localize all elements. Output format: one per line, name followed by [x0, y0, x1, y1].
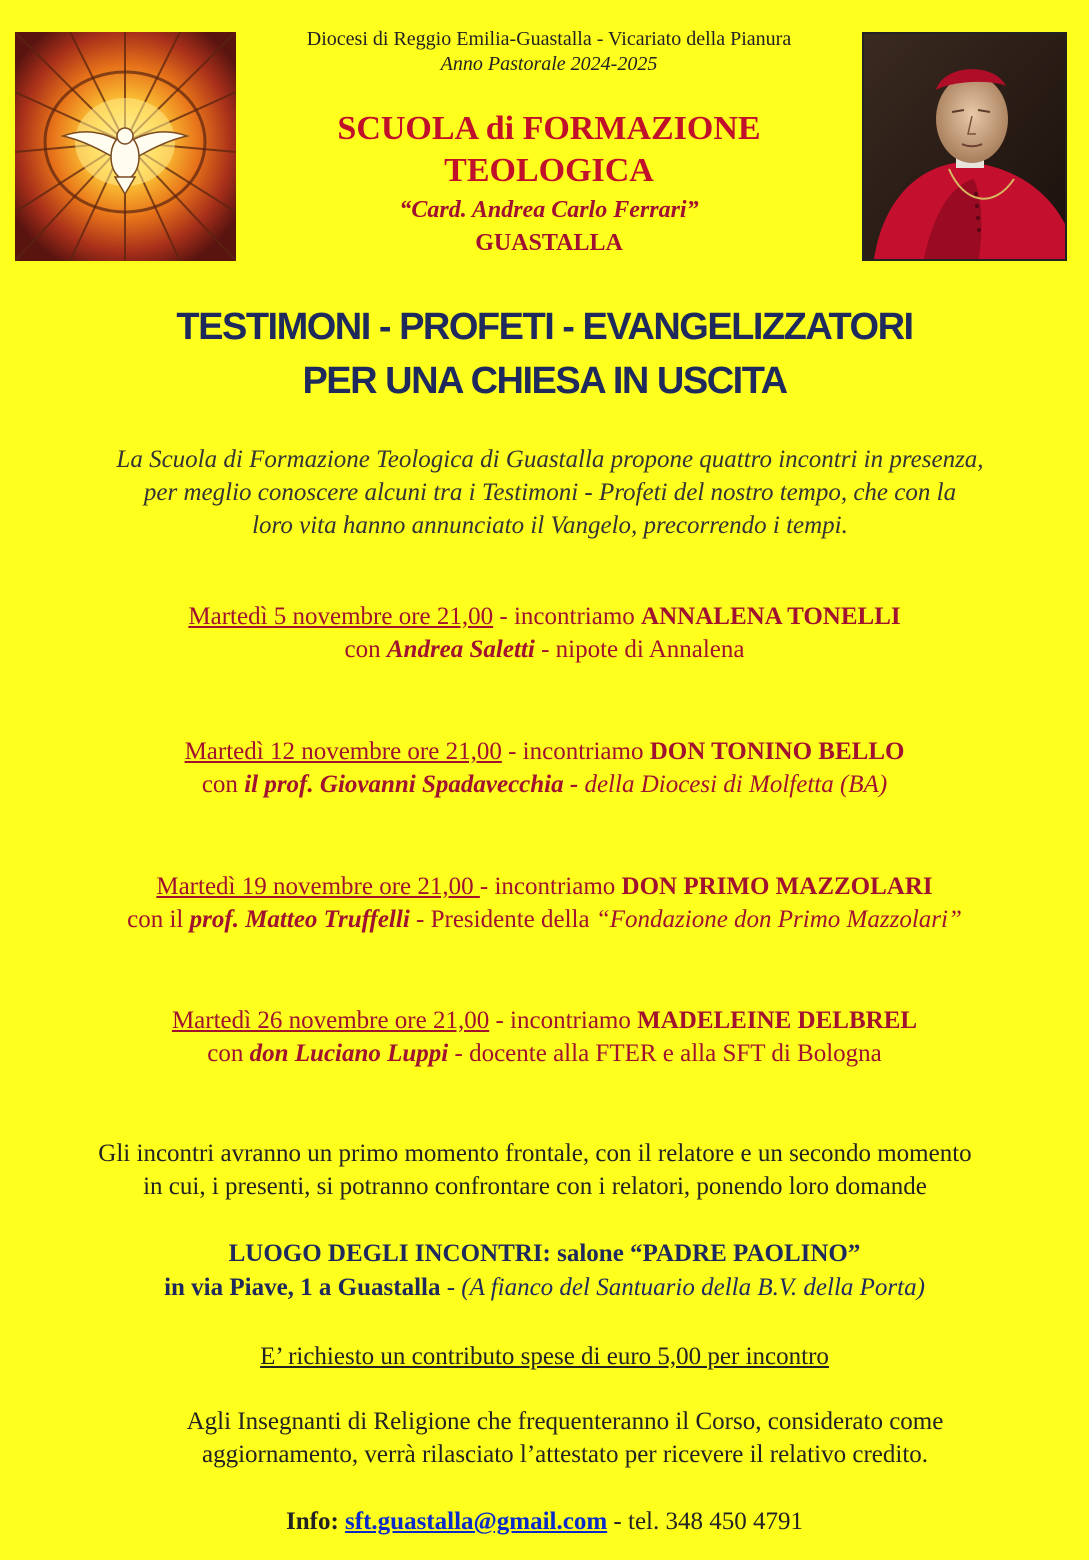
event-item [0, 870, 1089, 936]
teachers-note-line2: aggiornamento, verrà rilasciato l’attestato per ricevere il relativo credito. [201, 1441, 929, 1468]
venue-landmark: (A fianco del Santuario della B.V. della Porta) [461, 1274, 925, 1301]
format-note-line2: in cui, i presenti, si potranno confrontare con i relatori, ponendo loro domande [143, 1173, 927, 1200]
event-item [0, 600, 1089, 666]
intro-paragraph [40, 443, 1060, 542]
intro-line1: La Scuola di Formazione Teologica di Guastalla propone quattro incontri in presenza, [116, 446, 984, 473]
cardinal-name: “Card. Andrea Carlo Ferrari” [399, 197, 699, 223]
event-date: Martedì 19 novembre ore 21,00 [156, 873, 480, 900]
event-witness: ANNALENA TONELLI [641, 603, 901, 630]
headline-line1: TESTIMONI - PROFETI - EVANGELIZZATORI [176, 306, 913, 348]
teachers-note-line1: Agli Insegnanti di Religione che frequenteranno il Corso, considerato come [186, 1408, 944, 1435]
school-title-line2: TEOLOGICA [444, 152, 654, 189]
event-speaker: il prof. Giovanni Spadavecchia - [244, 771, 579, 798]
event-role: - nipote di Annalena [534, 636, 745, 663]
teachers-note [50, 1405, 1080, 1471]
school-title [236, 108, 862, 192]
cardinal-portrait-image [862, 32, 1067, 261]
event-speaker: prof. Matteo Truffelli [189, 906, 410, 933]
event-role: - docente alla FTER e alla SFT di Bologna [448, 1040, 882, 1067]
holy-spirit-dove-image [15, 32, 236, 261]
format-note-line1: Gli incontri avranno un primo momento frontale, con il relatore e un secondo momento [98, 1140, 972, 1167]
event-date: Martedì 12 novembre ore 21,00 [184, 738, 502, 765]
pastoral-year: Anno Pastorale 2024-2025 [440, 53, 658, 75]
event-witness: DON PRIMO MAZZOLARI [621, 873, 933, 900]
event-speaker-line [0, 768, 1089, 801]
event-heading [0, 600, 1089, 633]
event-witness: DON TONINO BELLO [649, 738, 905, 765]
phone-number: - tel. 348 450 4791 [607, 1508, 803, 1535]
event-sep: - incontriamo [501, 738, 650, 765]
city-name: GUASTALLA [475, 230, 623, 256]
venue-address [0, 1271, 1089, 1305]
event-item [0, 1004, 1089, 1070]
contact-info [0, 1505, 1089, 1538]
venue-street: in via Piave, 1 a Guastalla [164, 1274, 441, 1301]
event-item [0, 735, 1089, 801]
event-speaker: Andrea Saletti [386, 636, 535, 663]
venue-title: LUOGO DEGLI INCONTRI: salone “PADRE PAOLINO” [228, 1240, 861, 1267]
email-link[interactable]: sft.guastalla@gmail.com [345, 1508, 608, 1535]
event-speaker: don Luciano Luppi [249, 1040, 449, 1067]
event-sep: - incontriamo [493, 603, 642, 630]
info-label: Info: [286, 1508, 346, 1535]
diocese-line: Diocesi di Reggio Emilia-Guastalla - Vicariato della Pianura [306, 28, 792, 50]
event-heading [0, 870, 1089, 903]
intro-line2: per meglio conoscere alcuni tra i Testimoni - Profeti del nostro tempo, che con la [143, 479, 957, 506]
event-with: con il [127, 906, 190, 933]
venue-info [0, 1237, 1089, 1305]
event-with: con [201, 771, 245, 798]
event-speaker-line [0, 903, 1089, 936]
headline-line2: PER UNA CHIESA IN USCITA [302, 360, 787, 402]
event-role: - Presidente della [409, 906, 596, 933]
event-sep: - incontriamo [489, 1007, 638, 1034]
event-sep: - incontriamo [479, 873, 622, 900]
event-foundation: “Fondazione don Primo Mazzolari” [595, 906, 962, 933]
format-note [10, 1137, 1060, 1203]
event-speaker-line [0, 1037, 1089, 1070]
event-date: Martedì 26 novembre ore 21,00 [171, 1007, 490, 1034]
fee-note: E’ richiesto un contributo spese di euro 5,00 per incontro [260, 1343, 829, 1370]
event-heading [0, 735, 1089, 768]
event-date: Martedì 5 novembre ore 21,00 [188, 603, 494, 630]
event-with: con [344, 636, 387, 663]
event-role: della Diocesi di Molfetta (BA) [578, 771, 888, 798]
event-speaker-line [0, 633, 1089, 666]
venue-sep: - [440, 1274, 462, 1301]
school-title-line1: SCUOLA di FORMAZIONE [337, 110, 761, 147]
event-witness: MADELEINE DELBREL [637, 1007, 918, 1034]
event-heading [0, 1004, 1089, 1037]
main-headline [0, 300, 1089, 408]
intro-line3: loro vita hanno annunciato il Vangelo, precorrendo i tempi. [252, 512, 848, 539]
event-with: con [207, 1040, 250, 1067]
